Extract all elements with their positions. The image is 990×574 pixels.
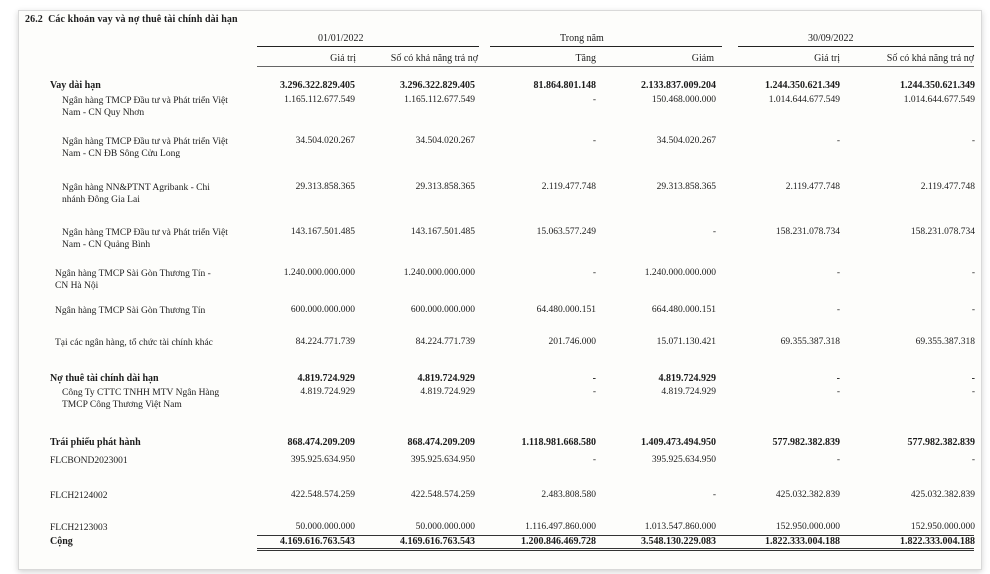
cell-value: 29.313.858.365 — [656, 182, 716, 192]
row-label: Tại các ngân hàng, tổ chức tài chính khác — [55, 338, 213, 348]
row-label: Cộng — [50, 536, 73, 547]
cell-value: 1.409.473.494.950 — [641, 437, 716, 448]
cell-value: - — [971, 387, 975, 397]
cell-value: 2.119.477.748 — [920, 182, 975, 192]
row-label: FLCH2124002 — [50, 491, 108, 501]
column-header-rule — [257, 66, 974, 67]
cell-value: 425.032.382.839 — [775, 490, 840, 500]
cell-value: 868.474.209.209 — [407, 437, 475, 448]
cell-value: 2.483.808.580 — [541, 490, 596, 500]
cell-value: 1.240.000.000.000 — [403, 268, 475, 278]
row-label: FLCH2123003 — [50, 523, 108, 533]
cell-value: 34.504.020.267 — [295, 136, 355, 146]
total-rule-top — [257, 535, 974, 536]
header-group-during-year: Trong năm — [560, 33, 604, 44]
cell-value: 3.296.322.829.405 — [400, 80, 475, 91]
cell-value: 50.000.000.000 — [295, 522, 355, 532]
row-label: Vay dài hạn — [50, 80, 101, 91]
cell-value: 4.819.724.929 — [300, 387, 355, 397]
row-label: Ngân hàng TMCP Đầu tư và Phát triển Việt Nam - CN Quy Nhơn — [62, 96, 228, 118]
cell-value: 1.244.350.621.349 — [765, 80, 840, 91]
cell-value: - — [971, 455, 975, 465]
cell-value: - — [592, 136, 596, 146]
cell-value: - — [836, 373, 840, 384]
cell-value: 152.950.000.000 — [775, 522, 840, 532]
cell-value: 2.119.477.748 — [541, 182, 596, 192]
cell-value: 4.819.724.929 — [658, 373, 716, 384]
total-rule-bottom-2 — [257, 550, 974, 551]
cell-value: 600.000.000.000 — [410, 305, 475, 315]
row-label: Trái phiếu phát hành — [50, 437, 141, 448]
row-label: Ngân hàng TMCP Đầu tư và Phát triển Việt Nam - CN ĐB Sông Cửu Long — [62, 137, 228, 159]
cell-value: 50.000.000.000 — [415, 522, 475, 532]
cell-value: 29.313.858.365 — [295, 182, 355, 192]
header-underline-during — [490, 46, 722, 47]
cell-value: 1.013.547.860.000 — [644, 522, 716, 532]
cell-value: 1.240.000.000.000 — [644, 268, 716, 278]
cell-value: - — [836, 268, 840, 278]
cell-value: - — [592, 373, 596, 384]
cell-value: 425.032.382.839 — [910, 490, 975, 500]
cell-value: - — [971, 268, 975, 278]
column-header-end-repayable: Số có khả năng trả nợ — [886, 53, 974, 64]
cell-value: 15.071.130.421 — [656, 337, 716, 347]
cell-value: 4.819.724.929 — [420, 387, 475, 397]
cell-value: 3.296.322.829.405 — [280, 80, 355, 91]
cell-value: - — [592, 268, 596, 278]
cell-value: 1.822.333.004.188 — [900, 536, 975, 547]
cell-value: 4.819.724.929 — [297, 373, 355, 384]
row-label: Ngân hàng TMCP Sài Gòn Thương Tín - CN Hà Nội — [55, 269, 211, 291]
row-label: Ngân hàng TMCP Đầu tư và Phát triển Việt Nam - CN Quảng Bình — [62, 228, 228, 250]
cell-value: - — [592, 387, 596, 397]
cell-value: 158.231.078.734 — [775, 227, 840, 237]
column-header-end-value: Giá trị — [814, 53, 840, 64]
header-underline-start — [257, 46, 479, 47]
cell-value: 422.548.574.259 — [410, 490, 475, 500]
cell-value: 395.925.634.950 — [410, 455, 475, 465]
cell-value: - — [971, 305, 975, 315]
cell-value: 143.167.501.485 — [290, 227, 355, 237]
column-header-start-repayable: Số có khả năng trả nợ — [390, 53, 478, 64]
cell-value: 577.982.382.839 — [907, 437, 975, 448]
cell-value: 84.224.771.739 — [415, 337, 475, 347]
header-underline-end — [738, 46, 974, 47]
row-label: Ngân hàng TMCP Sài Gòn Thương Tín — [55, 306, 206, 316]
cell-value: - — [712, 490, 716, 500]
cell-value: 34.504.020.267 — [656, 136, 716, 146]
row-label: Ngân hàng NN&PTNT Agribank - Chi nhánh Đông Gia Lai — [62, 183, 210, 205]
cell-value: - — [971, 373, 975, 384]
cell-value: 395.925.634.950 — [651, 455, 716, 465]
cell-value: 143.167.501.485 — [410, 227, 475, 237]
cell-value: 2.133.837.009.204 — [641, 80, 716, 91]
section-number: 26.2 — [25, 14, 43, 25]
cell-value: - — [836, 305, 840, 315]
total-rule-bottom-1 — [257, 548, 974, 549]
cell-value: 1.244.350.621.349 — [900, 80, 975, 91]
cell-value: 1.240.000.000.000 — [283, 268, 355, 278]
cell-value: 4.819.724.929 — [661, 387, 716, 397]
section-title-text: Các khoản vay và nợ thuê tài chính dài hạn — [48, 14, 238, 25]
header-group-start-date: 01/01/2022 — [318, 33, 364, 44]
cell-value: 81.864.801.148 — [533, 80, 596, 91]
cell-value: 1.165.112.677.549 — [404, 95, 475, 105]
cell-value: 1.165.112.677.549 — [284, 95, 355, 105]
cell-value: 29.313.858.365 — [415, 182, 475, 192]
cell-value: 84.224.771.739 — [295, 337, 355, 347]
cell-value: 664.480.000.151 — [651, 305, 716, 315]
cell-value: 69.355.387.318 — [915, 337, 975, 347]
cell-value: 4.169.616.763.543 — [280, 536, 355, 547]
cell-value: 600.000.000.000 — [290, 305, 355, 315]
cell-value: - — [592, 95, 596, 105]
cell-value: 69.355.387.318 — [780, 337, 840, 347]
cell-value: 1.014.644.677.549 — [903, 95, 975, 105]
cell-value: 152.950.000.000 — [910, 522, 975, 532]
cell-value: 4.169.616.763.543 — [400, 536, 475, 547]
cell-value: 577.982.382.839 — [772, 437, 840, 448]
column-header-decrease: Giảm — [691, 53, 714, 64]
cell-value: - — [836, 136, 840, 146]
row-label: Nợ thuê tài chính dài hạn — [50, 373, 159, 384]
cell-value: - — [971, 136, 975, 146]
cell-value: - — [836, 387, 840, 397]
cell-value: 422.548.574.259 — [290, 490, 355, 500]
cell-value: 2.119.477.748 — [785, 182, 840, 192]
section-title — [25, 14, 238, 25]
cell-value: 3.548.130.229.083 — [641, 536, 716, 547]
cell-value: 1.822.333.004.188 — [765, 536, 840, 547]
cell-value: 868.474.209.209 — [287, 437, 355, 448]
cell-value: 1.200.846.469.728 — [521, 536, 596, 547]
cell-value: 201.746.000 — [548, 337, 596, 347]
column-header-start-value: Giá trị — [330, 53, 356, 64]
cell-value: 34.504.020.267 — [415, 136, 475, 146]
cell-value: 15.063.577.249 — [536, 227, 596, 237]
cell-value: 150.468.000.000 — [651, 95, 716, 105]
cell-value: - — [592, 455, 596, 465]
cell-value: 395.925.634.950 — [290, 455, 355, 465]
cell-value: 158.231.078.734 — [910, 227, 975, 237]
header-group-end-date: 30/09/2022 — [808, 33, 854, 44]
cell-value: - — [836, 455, 840, 465]
cell-value: 1.116.497.860.000 — [525, 522, 596, 532]
cell-value: 4.819.724.929 — [417, 373, 475, 384]
cell-value: 1.014.644.677.549 — [768, 95, 840, 105]
cell-value: 64.480.000.151 — [536, 305, 596, 315]
cell-value: - — [712, 227, 716, 237]
cell-value: 1.118.981.668.580 — [521, 437, 596, 448]
column-header-increase: Tăng — [575, 53, 596, 64]
row-label: Công Ty CTTC TNHH MTV Ngân Hàng TMCP Công Thương Việt Nam — [62, 388, 220, 410]
row-label: FLCBOND2023001 — [50, 456, 128, 466]
